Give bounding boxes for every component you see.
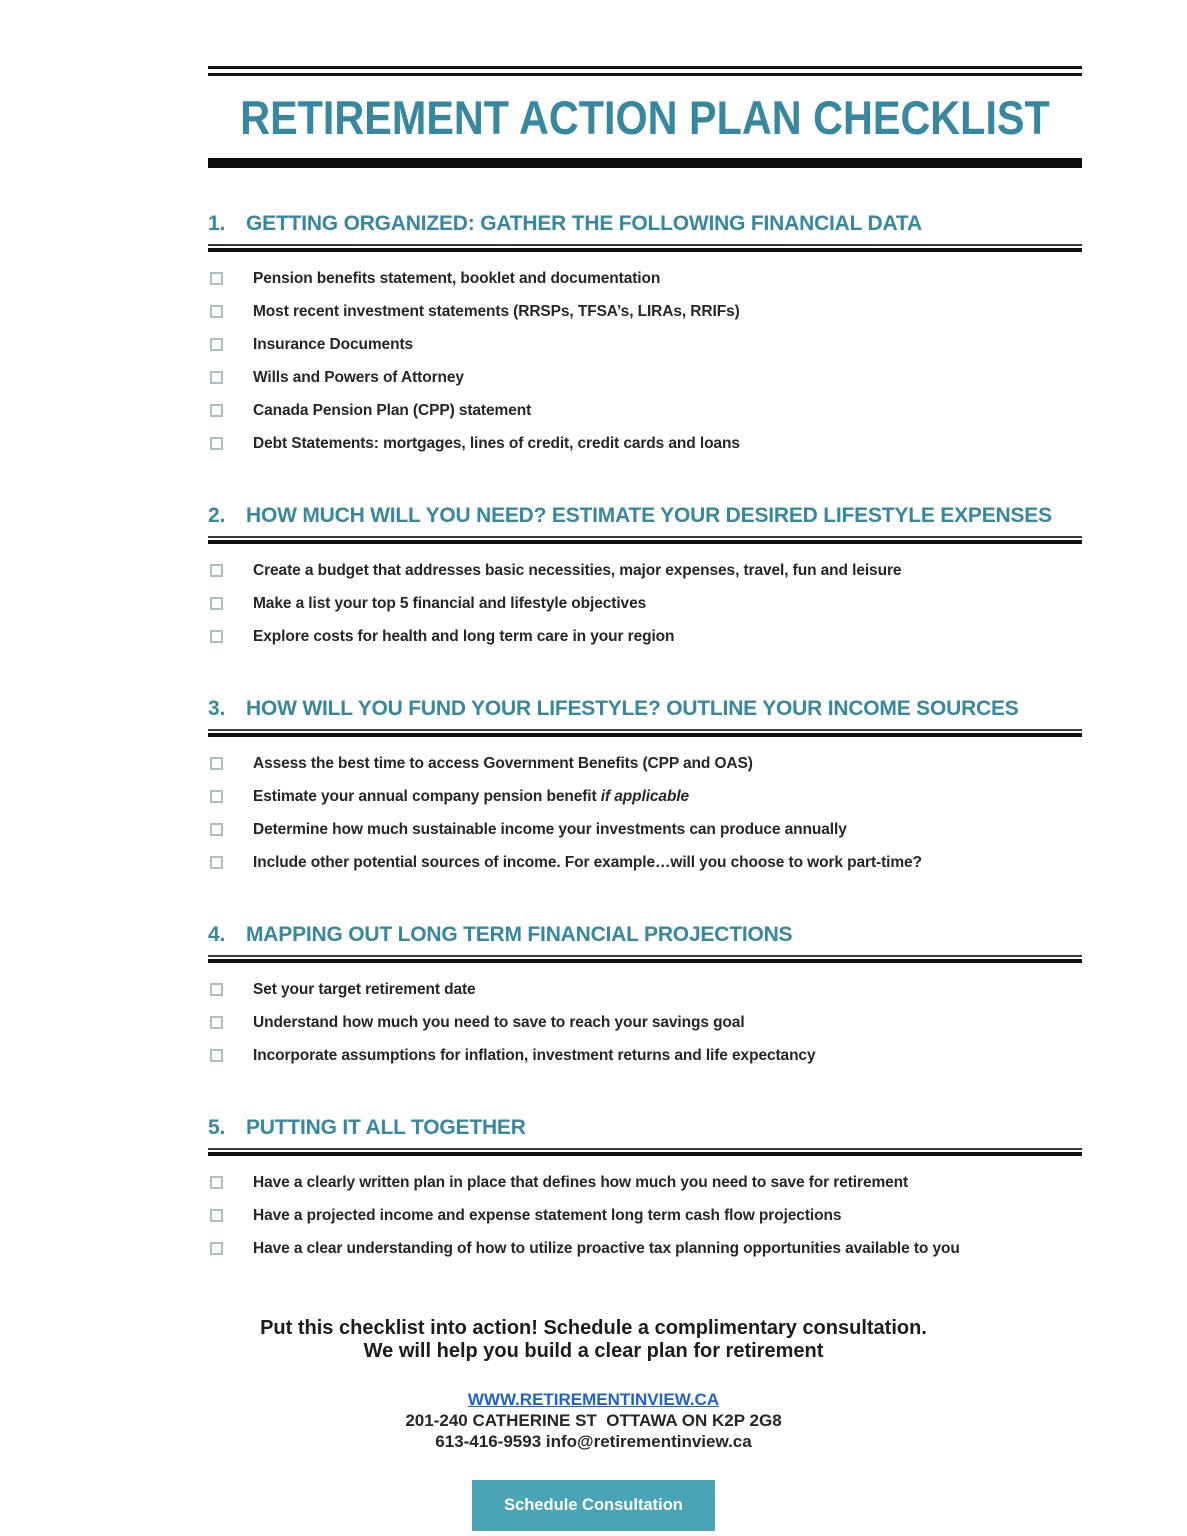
checklist-item [208, 295, 1082, 328]
checklist-section [208, 697, 1082, 879]
section-items [208, 973, 1082, 1072]
checklist-item [208, 1006, 1082, 1039]
section-number: 3. [208, 697, 226, 720]
checklist-item-label: Canada Pension Plan (CPP) statement [253, 401, 532, 419]
checklist-item [208, 554, 1082, 587]
divider-thin-line [208, 1148, 1082, 1150]
section-divider [208, 536, 1082, 544]
checklist-item [208, 262, 1082, 295]
divider-thin-line [208, 536, 1082, 538]
checklist-item-label: Explore costs for health and long term care in your region [253, 627, 675, 645]
checklist-item-label: Insurance Documents [253, 335, 414, 353]
checklist-item-label: Wills and Powers of Attorney [253, 368, 464, 386]
website-link[interactable]: WWW.RETIREMENTINVIEW.CA [467, 1390, 720, 1409]
section-heading [208, 923, 1082, 947]
checkbox[interactable] [210, 305, 223, 318]
section-items [208, 554, 1082, 653]
checkbox[interactable] [210, 1176, 223, 1189]
schedule-consultation-button[interactable]: Schedule Consultation [472, 1480, 715, 1531]
address-line: 201-240 CATHERINE ST OTTAWA ON K2P 2G8 [405, 1411, 782, 1430]
checkbox[interactable] [210, 757, 223, 770]
checklist-item-label: Incorporate assumptions for inflation, investment returns and life expectancy [253, 1046, 816, 1064]
checklist-item-label: Debt Statements: mortgages, lines of credit, credit cards and loans [253, 434, 740, 452]
section-heading-text: MAPPING OUT LONG TERM FINANCIAL PROJECTIONS [246, 923, 793, 946]
checklist-item [208, 1232, 1082, 1265]
checklist-item-label: Have a clearly written plan in place that defines how much you need to save for retirement [253, 1173, 909, 1191]
checkbox[interactable] [210, 630, 223, 643]
top-double-rule [208, 66, 1082, 76]
divider-thin-line [208, 955, 1082, 957]
checklist-item-label: Pension benefits statement, booklet and documentation [253, 269, 661, 287]
checklist-section [208, 504, 1082, 653]
phone-email-line: 613-416-9593 info@retirementinview.ca [435, 1432, 752, 1451]
divider-thick-line [208, 959, 1082, 963]
section-items [208, 747, 1082, 879]
section-divider [208, 244, 1082, 252]
divider-thin-line [208, 729, 1082, 731]
divider-thick-line [208, 1152, 1082, 1156]
checkbox[interactable] [210, 983, 223, 996]
checklist-item [208, 1199, 1082, 1232]
checklist-item [208, 427, 1082, 460]
section-items [208, 1166, 1082, 1265]
checklist-section [208, 1116, 1082, 1265]
checklist-item-label: Include other potential sources of income. For example…will you choose to work part-time? [253, 853, 922, 871]
checkbox[interactable] [210, 437, 223, 450]
section-heading [208, 1116, 1082, 1140]
checkbox[interactable] [210, 371, 223, 384]
checklist-section [208, 212, 1082, 460]
checklist-item-label: Create a budget that addresses basic necessities, major expenses, travel, fun and leisure [253, 561, 902, 579]
checkbox[interactable] [210, 597, 223, 610]
footer [0, 1317, 1187, 1531]
checkbox[interactable] [210, 1242, 223, 1255]
section-divider [208, 729, 1082, 737]
checklist-item [208, 780, 1082, 813]
checklist-item [208, 361, 1082, 394]
checklist-item [208, 328, 1082, 361]
section-heading-text: HOW MUCH WILL YOU NEED? ESTIMATE YOUR DESIRED LIFESTYLE EXPENSES [246, 504, 1052, 527]
page-title: RETIREMENT ACTION PLAN CHECKLIST [240, 90, 1050, 144]
section-heading [208, 504, 1082, 528]
checklist-item [208, 587, 1082, 620]
checkbox[interactable] [210, 338, 223, 351]
checklist-item [208, 846, 1082, 879]
section-number: 4. [208, 923, 226, 946]
section-items [208, 262, 1082, 460]
cta-line-1: Put this checklist into action! Schedule a complimentary consultation. [260, 1317, 927, 1339]
checklist-item-label-italic: if applicable [600, 787, 690, 805]
checklist-item-label: Most recent investment statements (RRSPs, TFSA’s, LIRAs, RRIFs) [253, 302, 740, 320]
title-underline-bar [208, 158, 1082, 168]
section-heading-text: GETTING ORGANIZED: GATHER THE FOLLOWING FINANCIAL DATA [246, 212, 922, 235]
checklist-sections [0, 212, 1187, 1265]
checklist-item [208, 620, 1082, 653]
checklist-section [208, 923, 1082, 1072]
checklist-item-label: Have a clear understanding of how to utilize proactive tax planning opportunities available to you [253, 1239, 960, 1257]
section-number: 1. [208, 212, 226, 235]
cta-line-2: We will help you build a clear plan for retirement [363, 1340, 824, 1362]
checklist-item-label: Determine how much sustainable income your investments can produce annually [253, 820, 847, 838]
checklist-item-label: Understand how much you need to save to reach your savings goal [253, 1013, 745, 1031]
section-number: 5. [208, 1116, 226, 1139]
divider-thin-line [208, 244, 1082, 246]
section-heading [208, 697, 1082, 721]
checklist-item-label: Assess the best time to access Government Benefits (CPP and OAS) [253, 754, 753, 772]
checklist-item [208, 1039, 1082, 1072]
checkbox[interactable] [210, 1049, 223, 1062]
section-divider [208, 955, 1082, 963]
section-divider [208, 1148, 1082, 1156]
title-block [208, 0, 1082, 168]
checkbox[interactable] [210, 823, 223, 836]
checkbox[interactable] [210, 404, 223, 417]
section-heading [208, 212, 1082, 236]
checkbox[interactable] [210, 790, 223, 803]
checkbox[interactable] [210, 272, 223, 285]
checklist-item [208, 973, 1082, 1006]
checklist-item [208, 747, 1082, 780]
divider-thick-line [208, 733, 1082, 737]
checkbox[interactable] [210, 856, 223, 869]
divider-thick-line [208, 540, 1082, 544]
section-number: 2. [208, 504, 226, 527]
section-heading-text: PUTTING IT ALL TOGETHER [246, 1116, 526, 1139]
checkbox[interactable] [210, 1209, 223, 1222]
section-heading-text: HOW WILL YOU FUND YOUR LIFESTYLE? OUTLINE YOUR INCOME SOURCES [246, 697, 1019, 720]
checklist-item-label: Set your target retirement date [253, 980, 476, 998]
checkbox[interactable] [210, 1016, 223, 1029]
divider-thick-line [208, 248, 1082, 252]
checkbox[interactable] [210, 564, 223, 577]
checklist-item-label: Have a projected income and expense statement long term cash flow projections [253, 1206, 842, 1224]
checklist-item [208, 394, 1082, 427]
checklist-item-label: Estimate your annual company pension benefit if applicable [253, 787, 690, 805]
checklist-item-label: Make a list your top 5 financial and lifestyle objectives [253, 594, 647, 612]
checklist-item [208, 813, 1082, 846]
checklist-item [208, 1166, 1082, 1199]
